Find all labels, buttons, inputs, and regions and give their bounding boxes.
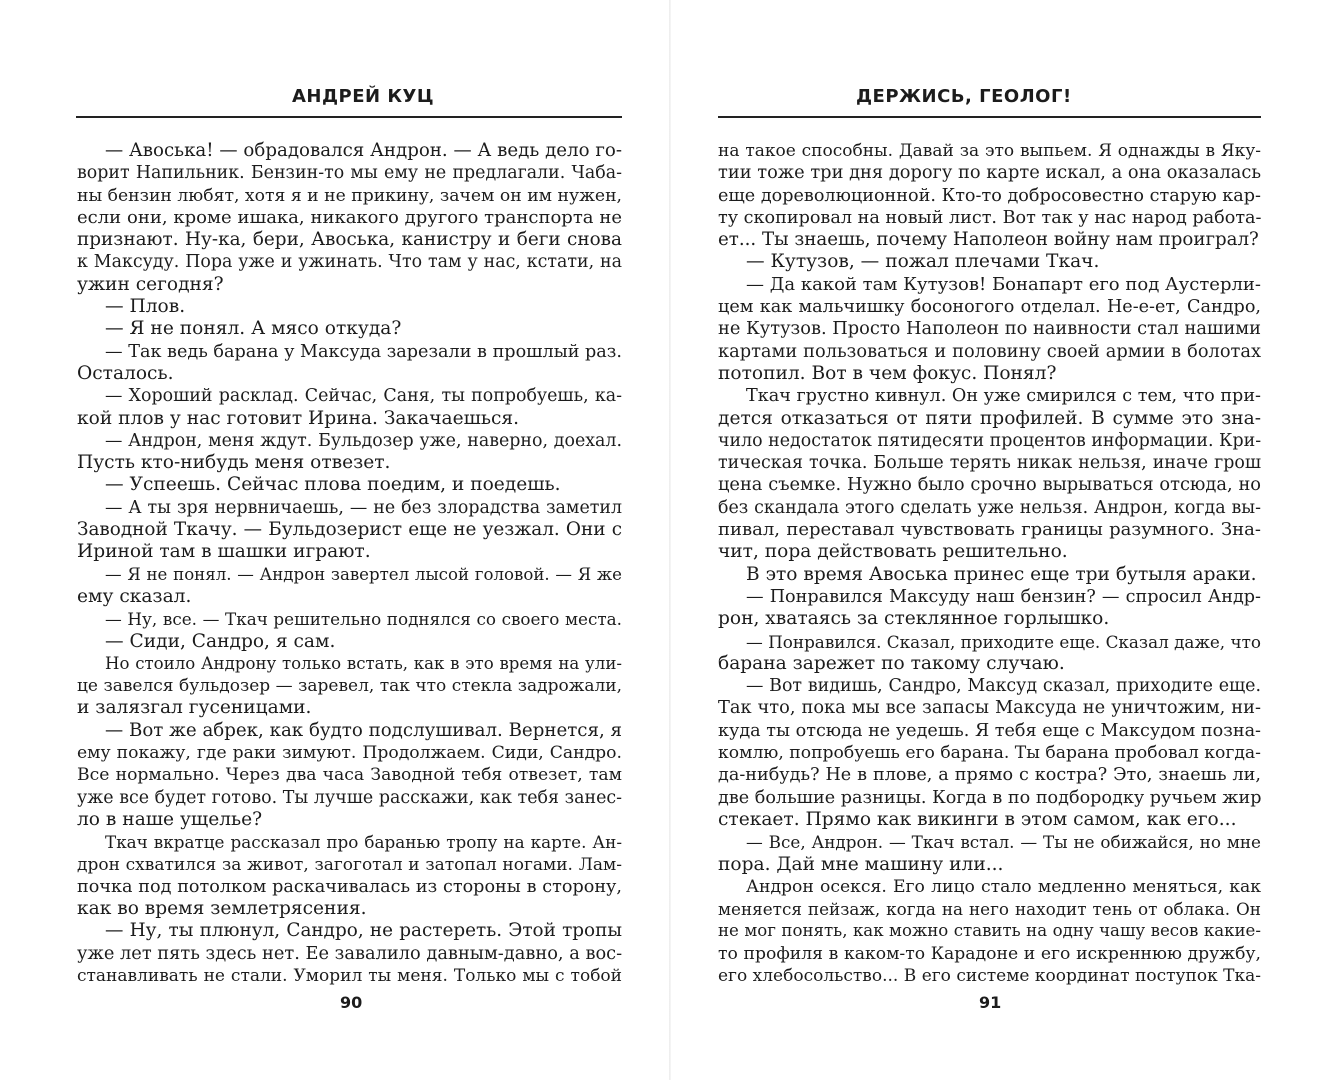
text-line: — Сиди, Сандро, я сам. [105, 630, 336, 652]
text-line: — Хороший расклад. Сейчас, Саня, ты попробуешь, ка- [105, 386, 622, 407]
text-line: — Понравился. Сказал, приходите еще. Сказал даже, что [746, 631, 1261, 652]
text-line: к Максуду. Пора уже и ужинать. Что там у нас, кстати, на [77, 252, 622, 273]
text-line: дрон схватился за живот, загоготал и затопал ногами. Лам- [77, 854, 622, 875]
text-line: кой плов у нас готовит Ирина. Закачаешься. [77, 407, 520, 429]
right-page [670, 0, 1341, 1080]
running-header-author: АНДРЕЙ КУЦ [292, 86, 435, 107]
text-line: чило недостаток пятидесяти процентов информации. Кри- [718, 430, 1261, 451]
text-line: его хлебосольство... В его системе координат поступок Тка- [718, 965, 1261, 986]
text-line: если они, кроме ишака, никакого другого транспорта не [77, 206, 622, 228]
text-line: и залязгал гусеницами. [77, 697, 312, 719]
running-header-title: ДЕРЖИСЬ, ГЕОЛОГ! [856, 86, 1072, 107]
text-line: Осталось. [77, 362, 174, 384]
text-line: стекает. Прямо как викинги в этом самом, как его... [718, 808, 1237, 830]
text-line: комлю, попробуешь его барана. Ты барана пробовал когда- [718, 743, 1261, 764]
text-line: — Андрон, меня ждут. Бульдозер уже, наверно, доехал. [105, 430, 622, 451]
text-line: пора. Дай мне машину или... [718, 853, 1004, 875]
text-line: — Кутузов, — пожал плечами Ткач. [746, 251, 1100, 273]
page-number: 91 [979, 993, 1002, 1012]
text-line: тии тоже три дня дорогу по карте искал, а она оказалась [718, 162, 1261, 184]
text-line: цена съемке. Нужно было срочно вырываться отсюда, но [718, 474, 1261, 496]
text-line: — Вот видишь, Сандро, Максуд сказал, приходите еще. [746, 676, 1261, 697]
text-line: как во время землетрясения. [77, 898, 367, 920]
text-line: — Я не понял. А мясо откуда? [105, 318, 402, 340]
text-line: ворит Напильник. Бензин-то мы ему не предлагали. Чаба- [77, 163, 622, 184]
text-line: не Кутузов. Просто Наполеон по наивности стал нашими [718, 318, 1261, 340]
text-line: уже все будет готово. Ты лучше расскажи, как тебя занес- [77, 787, 622, 808]
text-line: признают. Ну-ка, бери, Авоська, канистру и беги снова [77, 229, 622, 251]
text-line: ужин сегодня? [77, 273, 224, 295]
text-line: ту скопировал на новый лист. Вот так у нас народ работа- [718, 207, 1261, 228]
text-line: — Успеешь. Сейчас плова поедим, и поедешь. [105, 474, 561, 496]
text-line: не мог понять, как можно ставить на одну чашу весов какие- [718, 921, 1261, 941]
text-line: потопил. Вот в чем фокус. Понял? [718, 362, 1057, 384]
text-line: еще дореволюционной. Кто-то добросовестно старую кар- [718, 185, 1261, 206]
text-line: на такое способны. Давай за это выпьем. Я однажды в Яку- [718, 141, 1261, 161]
text-line: — Я не понял. — Андрон завертел лысой головой. — Я же [105, 564, 622, 584]
text-line: — Все, Андрон. — Ткач встал. — Ты не обижайся, но мне [746, 832, 1261, 853]
text-line: — Ну, ты плюнул, Сандро, не растереть. Этой тропы [105, 920, 622, 942]
text-line: ему сказал. [77, 585, 192, 607]
header-rule [76, 116, 622, 118]
text-line: ему покажу, где раки зимуют. Продолжаем. Сиди, Сандро. [77, 743, 622, 764]
header-rule [718, 116, 1261, 118]
page-body-text [77, 140, 622, 987]
text-line: Заводной Ткачу. — Бульдозерист еще не уезжал. Они с [77, 519, 622, 541]
text-line: ет... Ты знаешь, почему Наполеон войну нам проиграл? [718, 229, 1259, 251]
text-line: — Да какой там Кутузов! Бонапарт его под Аустерли- [746, 273, 1261, 295]
text-line: чит, пора действовать решительно. [718, 541, 1068, 563]
text-line: картами пользоваться и половину своей армии в болотах [718, 340, 1261, 362]
text-line: барана зарежет по такому случаю. [718, 652, 1065, 674]
text-line: без скандала этого сделать уже нельзя. Андрон, когда вы- [718, 497, 1261, 518]
text-line: — А ты зря нервничаешь, — не без злорадства заметил [105, 497, 622, 518]
text-line: — Так ведь барана у Максуда зарезали в прошлый раз. [105, 341, 622, 362]
text-line: почка под потолком раскачивалась из стороны в сторону, [77, 876, 622, 897]
text-line: уже лет пять здесь нет. Ее завалило давным-давно, а вос- [77, 942, 622, 964]
text-line: — Ну, все. — Ткач решительно поднялся со своего места. [105, 609, 622, 630]
text-line: це завелся бульдозер — заревел, так что стекла задрожали, [77, 676, 622, 697]
text-line: Так что, пока мы все запасы Максуда не уничтожим, ни- [718, 697, 1261, 719]
text-line: — Плов. [105, 296, 186, 318]
text-line: то профиля в каком-то Карадоне и его искреннюю дружбу, [718, 943, 1261, 964]
text-line: тическая точка. Больше терять никак нельзя, иначе грош [718, 453, 1261, 474]
text-line: Ткач грустно кивнул. Он уже смирился с тем, что при- [746, 386, 1261, 407]
text-line: дется отказаться от пяти профилей. В сумме это зна- [718, 407, 1261, 429]
text-line: В это время Авоська принес еще три бутыля араки. [746, 563, 1257, 585]
text-line: ны бензин любят, хотя я и не прикину, зачем он им нужен, [77, 185, 622, 206]
text-line: Ириной там в шашки играют. [77, 541, 371, 563]
text-line: станавливать не стали. Уморил ты меня. Только мы с тобой [77, 965, 622, 986]
text-line: Пусть кто-нибудь меня отвезет. [77, 452, 391, 474]
text-line: рон, хватаясь за стеклянное горлышко. [718, 608, 1110, 630]
text-line: да-нибудь? Не в плове, а прямо с костра? Это, знаешь ли, [718, 765, 1261, 786]
page-number: 90 [340, 993, 363, 1012]
text-line: пивал, переставал чувствовать границы разумного. Зна- [718, 519, 1261, 541]
text-line: Все нормально. Через два часа Заводной тебя отвезет, там [77, 765, 622, 786]
text-line: Ткач вкратце рассказал про баранью тропу на карте. Ан- [105, 832, 622, 853]
text-line: куда ты отсюда не уедешь. Я тебя еще с Максудом позна- [718, 720, 1261, 741]
page-body-text [718, 140, 1261, 987]
text-line: ло в наше ущелье? [77, 808, 263, 830]
text-line: Но стоило Андрону только встать, как в это время на ули- [105, 653, 622, 673]
text-line: — Понравился Максуду наш бензин? — спросил Андр- [746, 586, 1261, 607]
text-line: цем как мальчишку босоногого отделал. Не-е-ет, Сандро, [718, 297, 1261, 318]
left-page [0, 0, 670, 1080]
text-line: — Авоська! — обрадовался Андрон. — А ведь дело го- [105, 140, 622, 161]
text-line: две большие разницы. Когда в по подбородку ручьем жир [718, 787, 1261, 808]
text-line: Андрон осекся. Его лицо стало медленно меняться, как [746, 876, 1261, 897]
text-line: меняется пейзаж, когда на него находит тень от облака. Он [718, 899, 1261, 920]
text-line: — Вот же абрек, как будто подслушивал. Вернется, я [105, 719, 622, 741]
